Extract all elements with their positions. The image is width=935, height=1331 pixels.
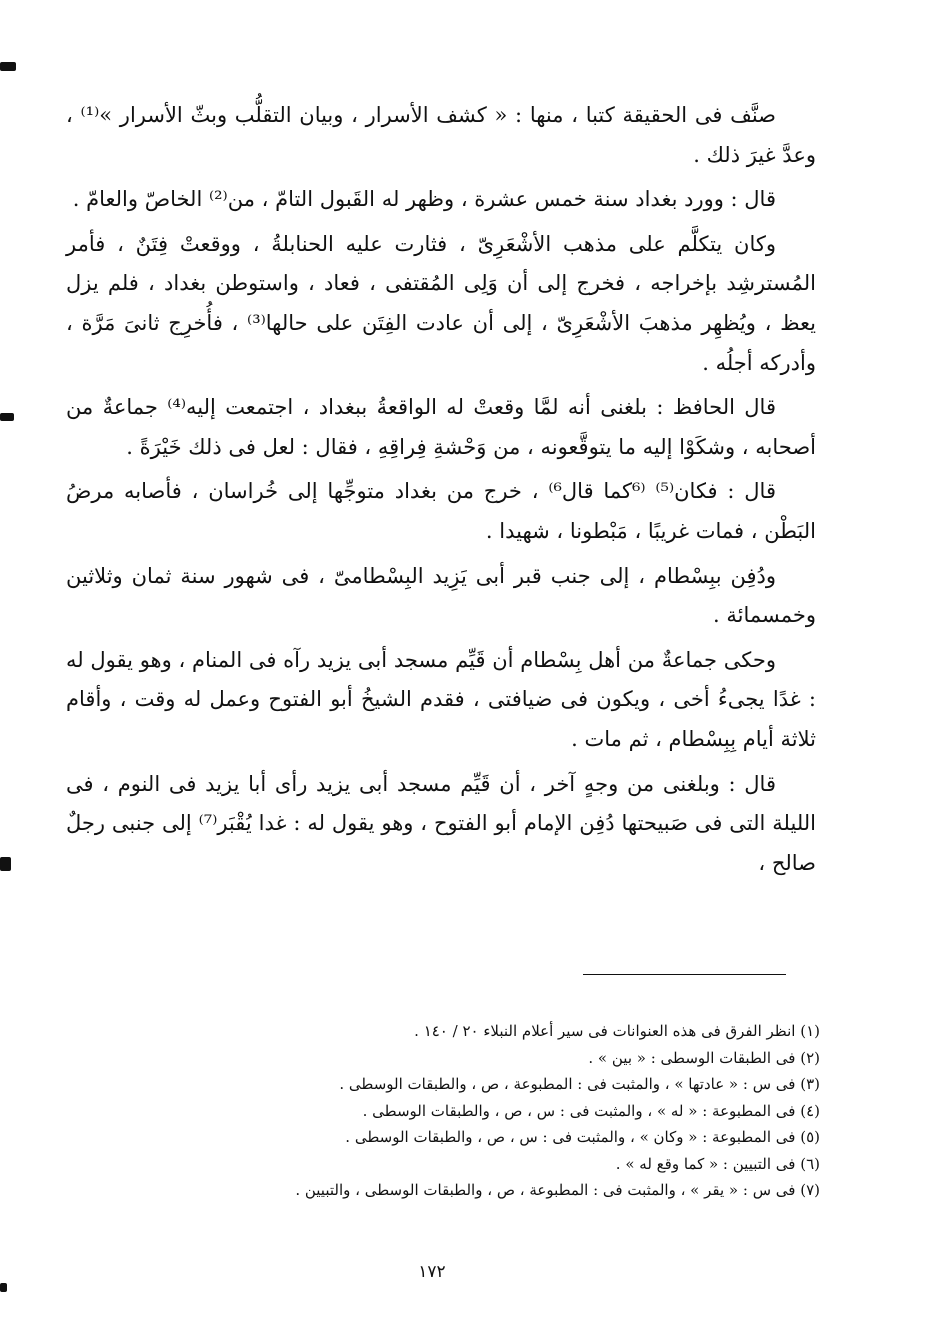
footnote: (٥) فى المطبوعة : « وكان » ، والمثبت فى : س ، ص ، والطبقات الوسطى . [345,1128,820,1146]
paragraph: ودُفِن ببِسْطام ، إلى جنب قبر أبى يَزِيد البِسْطامىّ ، فى شهور سنة ثمان وثلاثين وخمسمائة . [66,563,816,628]
footnote: (٤) فى المطبوعة : « له » ، والمثبت فى : س ، ص ، والطبقات الوسطى . [362,1101,820,1120]
footnote: (٧) فى س : « يقر » ، والمثبت فى : المطبوعة ، ص ، والطبقات الوسطى ، والتبيين . [295,1181,820,1199]
main-text [66,96,816,883]
paragraph: قال : فكان⁽⁵⁾ ⁽⁶كما قال⁶⁾ ، خرج من بغداد متوجِّها إلى خُراسان ، فأصابه مرضُ البَطْن ، فمات غريبًا ، مَبْطونا ، شهيدا . [66,479,816,543]
paragraph: وحكى جماعةٌ من أهل بِسْطام أن قَيِّم مسجد أبى يزيد رآه فى المنام ، وهو يقول له : غدًا يجىءُ أخى ، ويكون فى ضيافتى ، فقدم الشيخُ أبو الفتوح وعمل له وقت ، وأقام ثلاثة أيام بِبِسْطام ، ثم مات . [66,647,816,751]
scan-mark-top [0,62,16,71]
paragraph: وكان يتكلَّم على مذهب الأشْعَرِىّ ، فثارت عليه الحنابلةُ ، ووقعتْ فِتَنٌ ، فأمر المُسترشِد بإخراجه ، فخرج إلى أن وَلِى المُقتفى ، فعاد ، واستوطن بغداد ، فلم يزل يعظ ، ويُظهِر مذهبَ الأشْعَرِىّ ، إلى أن عادت الفِتَن على حالها⁽³⁾ ، فأُخرِج ثانىَ مَرَّة ، وأدركه أجلُه . [66,231,816,375]
footnote: (٣) فى س : « عادتها » ، والمثبت فى : المطبوعة ، ص ، والطبقات الوسطى . [339,1075,820,1093]
footnote-separator [583,974,786,975]
paragraph: قال الحافظ : بلغنى أنه لمَّا وقعتْ له الواقعةُ ببغداد ، اجتمعت إليه⁽⁴⁾ جماعةٌ من أصحابه ، وشكَوْا إليه ما يتوقَّعونه ، من وَحْشةِ فِراقِهِ ، فقال : لعل فى ذلك خَيْرَةً . [66,395,816,459]
footnote: (١) انظر الفرق فى هذه العنوانات فى سير أعلام النبلاء ٢٠ / ١٤٠ . [414,1022,820,1040]
paragraph: قال : وبلغنى من وجهٍ آخر ، أن قَيِّم مسجد أبى يزيد رأى أبا يزيد فى النوم ، فى الليلة التى فى صَبيحتها دُفِن الإمام أبو الفتوح ، وهو يقول له : غدا يُقْبَر⁽⁷⁾ إلى جنبى رجلٌ صالح ، [66,771,817,875]
footnote: (٦) فى التبيين : « كما وقع له » . [615,1154,820,1173]
footnote: (٢) فى الطبقات الوسطى : « بين » . [588,1048,820,1067]
scan-mark-upper [0,413,14,421]
page-number: ١٧٢ [418,1262,446,1282]
scan-mark-middle [0,857,11,871]
paragraph: صنَّف فى الحقيقة كتبا ، منها : « كشف الأسرار ، وبيان التقلُّب وبثّ الأسرار »⁽¹⁾ ، وعدَّ غيرَ ذلك . [66,103,816,167]
scan-mark-bottom [0,1283,7,1292]
paragraph: قال : وورد بغداد سنة خمس عشرة ، وظهر له القَبول التامّ ، من⁽²⁾ الخاصّ والعامّ . [72,187,776,212]
footnotes [120,1018,820,1204]
